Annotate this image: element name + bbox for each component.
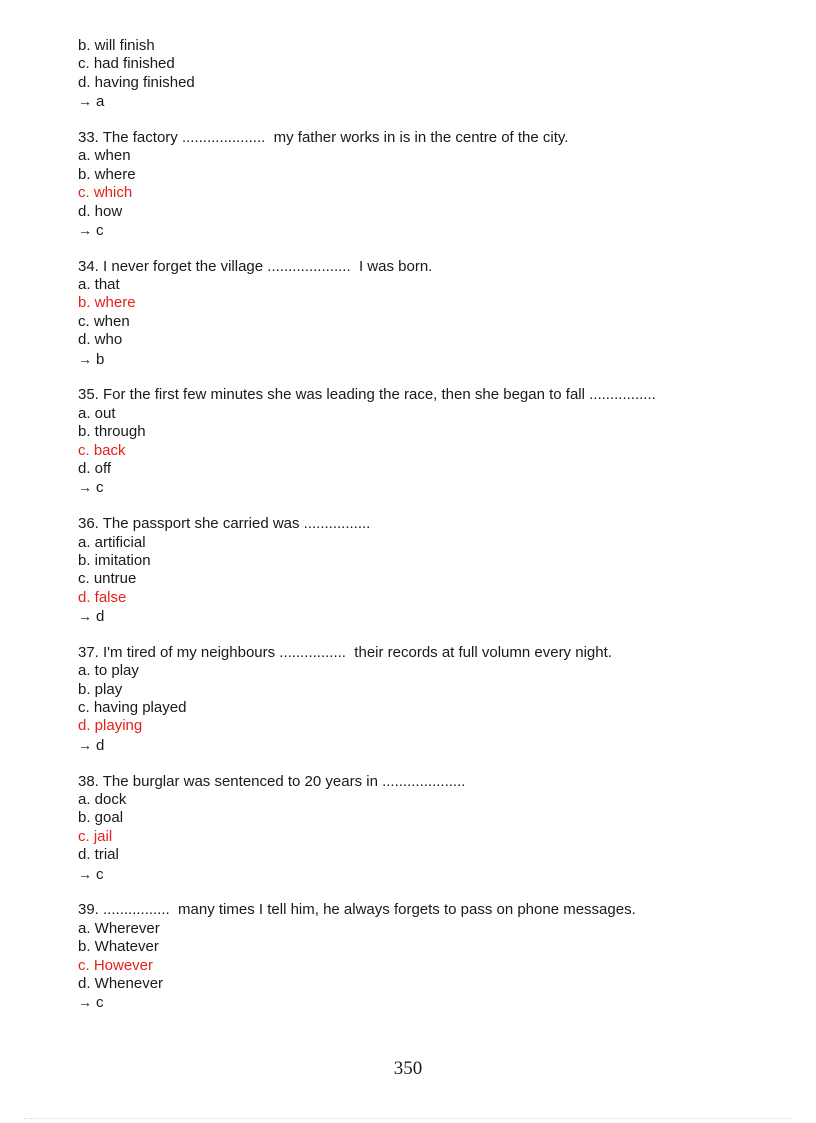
arrow-right-icon: → bbox=[78, 608, 92, 625]
answer-letter: c bbox=[96, 865, 104, 883]
option: a. to play bbox=[78, 662, 139, 680]
answer-letter: d bbox=[96, 608, 105, 626]
option-correct: c. However bbox=[78, 956, 154, 974]
option: c. untrue bbox=[78, 570, 137, 588]
answer-line bbox=[78, 736, 778, 754]
answer-line bbox=[78, 478, 778, 496]
option: d. Whenever bbox=[78, 974, 164, 992]
option: d. off bbox=[78, 459, 112, 477]
option: b. where bbox=[78, 165, 136, 183]
option: c. had finished bbox=[78, 55, 175, 73]
answer-line bbox=[78, 221, 778, 239]
question-block bbox=[78, 515, 778, 625]
spacer bbox=[78, 883, 778, 901]
option: d. who bbox=[78, 331, 123, 349]
option: d. having finished bbox=[78, 73, 195, 91]
question-stem: 37. I'm tired of my neighbours ................ their records at full volumn every night. bbox=[78, 643, 612, 661]
quiz-content bbox=[78, 37, 778, 1012]
previous-question-tail bbox=[78, 37, 778, 111]
answer-letter: a bbox=[96, 93, 105, 111]
option-correct: d. playing bbox=[78, 717, 143, 735]
answer-letter: c bbox=[96, 479, 104, 497]
question-stem: 34. I never forget the village .................... I was born. bbox=[78, 257, 433, 275]
answer-line bbox=[78, 607, 778, 625]
question-list bbox=[78, 111, 778, 1012]
arrow-right-icon: → bbox=[78, 221, 92, 238]
option: b. will finish bbox=[78, 37, 155, 54]
question-block bbox=[78, 644, 778, 754]
option: a. when bbox=[78, 147, 131, 165]
answer-line bbox=[78, 993, 778, 1011]
option: b. Whatever bbox=[78, 938, 159, 956]
option: a. artificial bbox=[78, 533, 146, 551]
option-correct: d. false bbox=[78, 588, 127, 606]
question-block bbox=[78, 773, 778, 883]
option-correct: c. jail bbox=[78, 827, 113, 845]
page-number: 350 bbox=[393, 1058, 423, 1079]
answer-letter: c bbox=[96, 221, 104, 239]
arrow-right-icon: → bbox=[78, 736, 92, 753]
arrow-right-icon: → bbox=[78, 93, 92, 110]
question-stem: 36. The passport she carried was ................ bbox=[78, 515, 371, 533]
spacer bbox=[78, 754, 778, 772]
option: d. how bbox=[78, 202, 123, 220]
spacer bbox=[78, 497, 778, 515]
bottom-divider bbox=[24, 1118, 792, 1119]
question-stem: 39. ................ many times I tell him, he always forgets to pass on phone messages. bbox=[78, 901, 636, 919]
answer-line bbox=[78, 350, 778, 368]
option: d. trial bbox=[78, 846, 119, 864]
option: c. when bbox=[78, 312, 130, 330]
question-stem: 35. For the first few minutes she was leading the race, then she began to fall ................ bbox=[78, 386, 656, 404]
option: b. goal bbox=[78, 809, 124, 827]
question-stem: 33. The factory .................... my father works in is in the centre of the city. bbox=[78, 128, 569, 146]
arrow-right-icon: → bbox=[78, 350, 92, 367]
answer-letter: d bbox=[96, 736, 105, 754]
arrow-right-icon: → bbox=[78, 479, 92, 496]
question-stem: 38. The burglar was sentenced to 20 years in .................... bbox=[78, 772, 466, 790]
question-block bbox=[78, 129, 778, 239]
spacer bbox=[78, 111, 778, 129]
question-block bbox=[78, 901, 778, 1011]
spacer bbox=[78, 368, 778, 386]
arrow-right-icon: → bbox=[78, 994, 92, 1011]
option: a. out bbox=[78, 404, 116, 422]
arrow-right-icon: → bbox=[78, 865, 92, 882]
answer-letter: b bbox=[96, 350, 105, 368]
answer-letter: c bbox=[96, 994, 104, 1012]
option-correct: b. where bbox=[78, 294, 136, 312]
option: a. dock bbox=[78, 791, 127, 809]
option-correct: c. which bbox=[78, 184, 133, 202]
answer-line bbox=[78, 865, 778, 883]
option: a. Wherever bbox=[78, 919, 160, 937]
option: b. play bbox=[78, 680, 123, 698]
spacer bbox=[78, 239, 778, 257]
option: b. imitation bbox=[78, 551, 151, 569]
question-block bbox=[78, 258, 778, 368]
option: b. through bbox=[78, 423, 146, 441]
spacer bbox=[78, 626, 778, 644]
option: a. that bbox=[78, 276, 120, 294]
option: c. having played bbox=[78, 699, 187, 717]
question-block bbox=[78, 386, 778, 496]
answer-line bbox=[78, 92, 778, 110]
option-correct: c. back bbox=[78, 441, 126, 459]
